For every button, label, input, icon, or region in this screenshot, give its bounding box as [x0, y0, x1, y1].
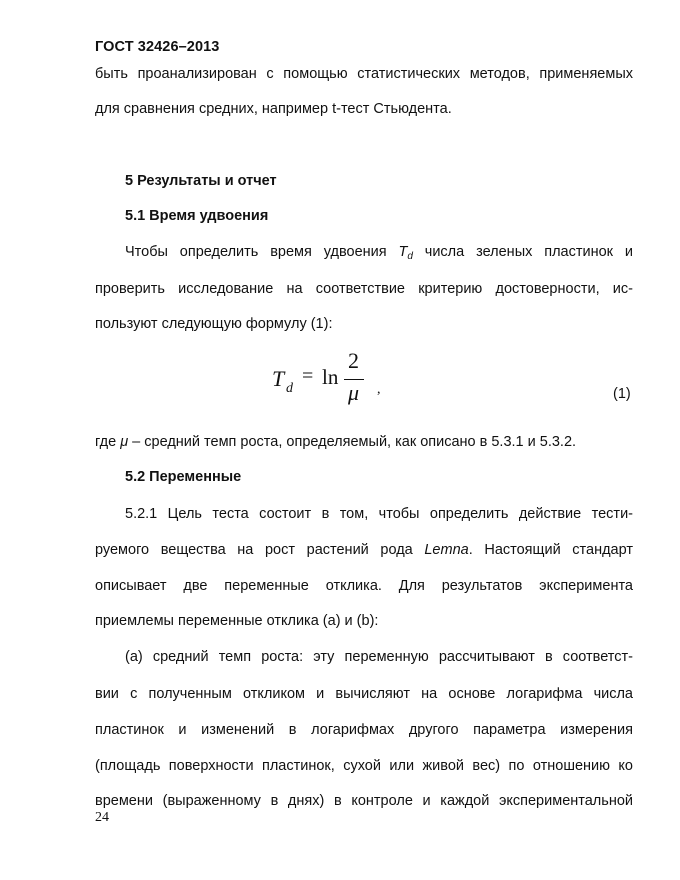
response-a-line-1: (а) средний темп роста: эту переменную рассчитывают в соответст-	[125, 649, 633, 665]
document-standard-id: ГОСТ 32426–2013	[95, 39, 220, 55]
section-5-1-paragraph-line-2: проверить исследование на соответствие критерию достоверности, ис-	[95, 281, 633, 297]
variable-subscript: d	[407, 251, 413, 262]
formula-numerator: 2	[348, 348, 359, 373]
equation-number: (1)	[613, 386, 631, 402]
doubling-time-formula	[272, 348, 412, 412]
formula-ln: ln	[322, 365, 339, 389]
section-5-2-1-line-3: описывает две переменные отклика. Для результатов эксперимента	[95, 578, 633, 594]
section-5-heading: 5 Результаты и отчет	[125, 173, 277, 189]
intro-line-1: быть проанализирован с помощью статистических методов, применяемых	[95, 66, 633, 82]
section-5-1-paragraph-line-1	[125, 243, 633, 261]
section-5-1-heading: 5.1 Время удвоения	[125, 208, 269, 224]
formula-denominator: μ	[348, 380, 360, 405]
section-5-1-paragraph-line-3: пользуют следующую формулу (1):	[95, 316, 333, 332]
page-number: 24	[95, 810, 109, 825]
formula-lhs-subscript: d	[286, 381, 293, 396]
response-a-line-2: вии с полученным откликом и вычисляют на основе логарифма числа	[95, 686, 633, 702]
doubling-time-variable	[398, 244, 412, 260]
section-5-2-1-line-4: приемлемы переменные отклика (а) и (b):	[95, 613, 379, 629]
text-fragment: где	[95, 434, 121, 450]
text-fragment: числа зеленых пластинок и	[412, 244, 633, 260]
response-a-line-5: времени (выраженному в днях) в контроле и каждой экспериментальной	[95, 793, 633, 809]
formula-explanation	[95, 433, 633, 451]
intro-line-2: для сравнения средних, например t-тест Стьюдента.	[95, 101, 452, 117]
response-a-line-4: (площадь поверхности пластинок, сухой или живой вес) по отношению ко	[95, 758, 633, 774]
section-5-2-heading: 5.2 Переменные	[125, 469, 242, 485]
growth-rate-variable: μ	[120, 434, 129, 450]
formula-comma: ,	[377, 382, 381, 397]
text-fragment: – средний темп роста, определяемый, как описано в 5.3.1 и 5.3.2.	[128, 434, 577, 450]
variable-letter: T	[398, 244, 408, 260]
formula-equals: =	[302, 365, 314, 387]
section-5-2-1-line-1: 5.2.1 Цель теста состоит в том, чтобы определить действие тести-	[125, 506, 633, 522]
text-fragment: . Настоящий стандарт	[468, 542, 634, 558]
genus-name: Lemna	[424, 542, 469, 558]
text-fragment: руемого вещества на рост растений рода	[95, 542, 425, 558]
text-fragment: Чтобы определить время удвоения	[125, 244, 399, 260]
response-a-line-3: пластинок и изменений в логарифмах другого параметра измерения	[95, 722, 633, 738]
section-5-2-1-line-2	[95, 541, 633, 559]
formula-lhs: T	[272, 366, 285, 391]
